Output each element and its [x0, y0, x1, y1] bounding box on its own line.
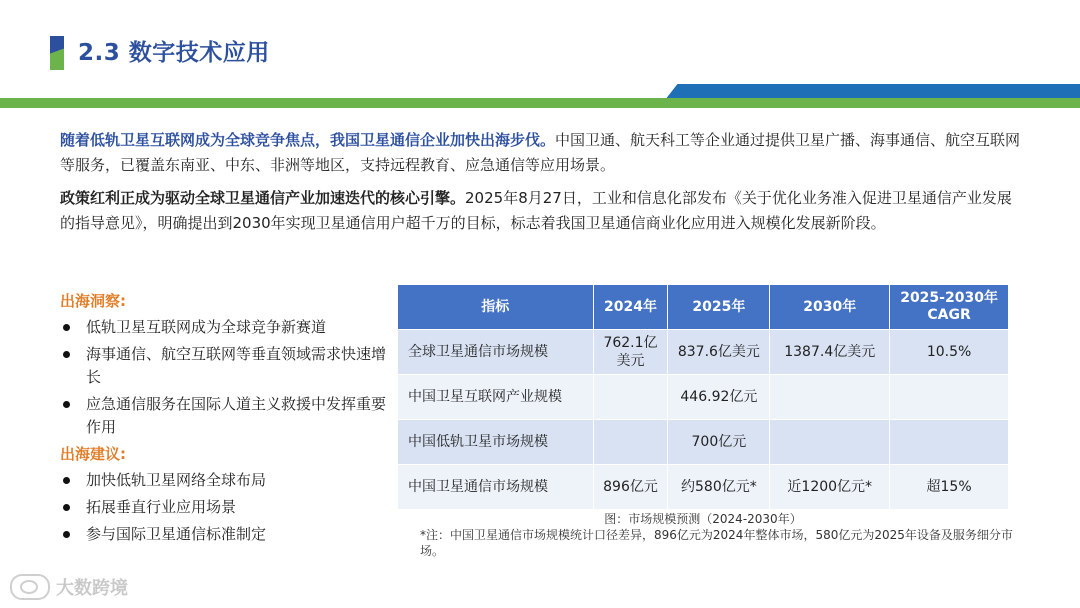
table-row: [398, 330, 1009, 375]
table-cell: 中国低轨卫星市场规模: [398, 420, 594, 465]
table-cell: 全球卫星通信市场规模: [398, 330, 594, 375]
intro-paragraph-1: [60, 128, 1025, 178]
intro-highlight-1: 随着低轨卫星互联网成为全球竞争焦点，我国卫星通信企业加快出海步伐。: [60, 131, 556, 149]
insights-list: [60, 316, 390, 439]
table-cell: 837.6亿美元: [668, 330, 770, 375]
header-cagr: 2025-2030年 CAGR: [890, 285, 1009, 330]
table-header-row: [398, 285, 1009, 330]
table-caption: 图：市场规模预测（2024-2030年）: [604, 512, 802, 526]
table-cell: 762.1亿美元: [593, 330, 668, 375]
page-title: 2.3 数字技术应用: [78, 40, 270, 66]
insights-heading: 出海洞察:: [60, 292, 126, 310]
table-row: [398, 375, 1009, 420]
table-cell: 中国卫星通信市场规模: [398, 465, 594, 510]
intro-text-1: 中国卫通、航天科工等企业通过提供卫星广播、海事通信、航空互联网等服务，已覆盖东南亚、中东、非洲等地区，支持远程教育、应急通信等应用场景。: [60, 131, 1021, 174]
header-2030: 2030年: [770, 285, 890, 330]
table-cell: 896亿元: [593, 465, 668, 510]
table-cell: 中国卫星互联网产业规模: [398, 375, 594, 420]
table-cell: [890, 420, 1009, 465]
insights-panel: [60, 290, 390, 550]
watermark: [10, 574, 128, 600]
table-cell: 近1200亿元*: [770, 465, 890, 510]
header-band-green: [0, 98, 1080, 108]
suggestions-heading: 出海建议:: [60, 445, 126, 463]
header-2025: 2025年: [668, 285, 770, 330]
list-item: 加快低轨卫星网络全球布局: [60, 469, 390, 492]
table-cell: 446.92亿元: [668, 375, 770, 420]
intro-highlight-2: 政策红利正成为驱动全球卫星通信产业加速迭代的核心引擎。: [60, 189, 466, 207]
watermark-text: 大数跨境: [56, 578, 128, 599]
list-item: 低轨卫星互联网成为全球竞争新赛道: [60, 316, 390, 339]
table-cell: [770, 375, 890, 420]
table-cell: [770, 420, 890, 465]
list-item: 应急通信服务在国际人道主义救援中发挥重要作用: [60, 393, 390, 439]
table-cell: 约580亿元*: [668, 465, 770, 510]
intro-text-2: 2025年8月27日，工业和信息化部发布《关于优化业务准入促进卫星通信产业发展的指导意见》，明确提出到2030年实现卫星通信用户超千万的目标，标志着我国卫星通信商业化应用进入规模化发展新阶段。: [60, 189, 1012, 232]
table-cell: 1387.4亿美元: [770, 330, 890, 375]
list-item: 海事通信、航空互联网等垂直领域需求快速增长: [60, 343, 390, 389]
table-note: *注：中国卫星通信市场规模统计口径差异，896亿元为2024年整体市场，580亿元为2025年设备及服务细分市场。: [420, 528, 1013, 558]
intro-paragraph-2: [60, 186, 1025, 236]
table-cell: 700亿元: [668, 420, 770, 465]
table-cell: [890, 375, 1009, 420]
list-item: 拓展垂直行业应用场景: [60, 496, 390, 519]
list-item: 参与国际卫星通信标准制定: [60, 523, 390, 546]
header-2024: 2024年: [593, 285, 668, 330]
table-cell: [593, 375, 668, 420]
table-row: [398, 420, 1009, 465]
table-cell: [593, 420, 668, 465]
table-cell: 超15%: [890, 465, 1009, 510]
watermark-logo-icon: [10, 574, 50, 600]
table-row: [398, 465, 1009, 510]
suggestions-list: [60, 469, 390, 546]
market-size-table: [397, 284, 1009, 510]
table-cell: 10.5%: [890, 330, 1009, 375]
header-indicator: 指标: [398, 285, 594, 330]
title-accent-mark: [50, 36, 64, 70]
